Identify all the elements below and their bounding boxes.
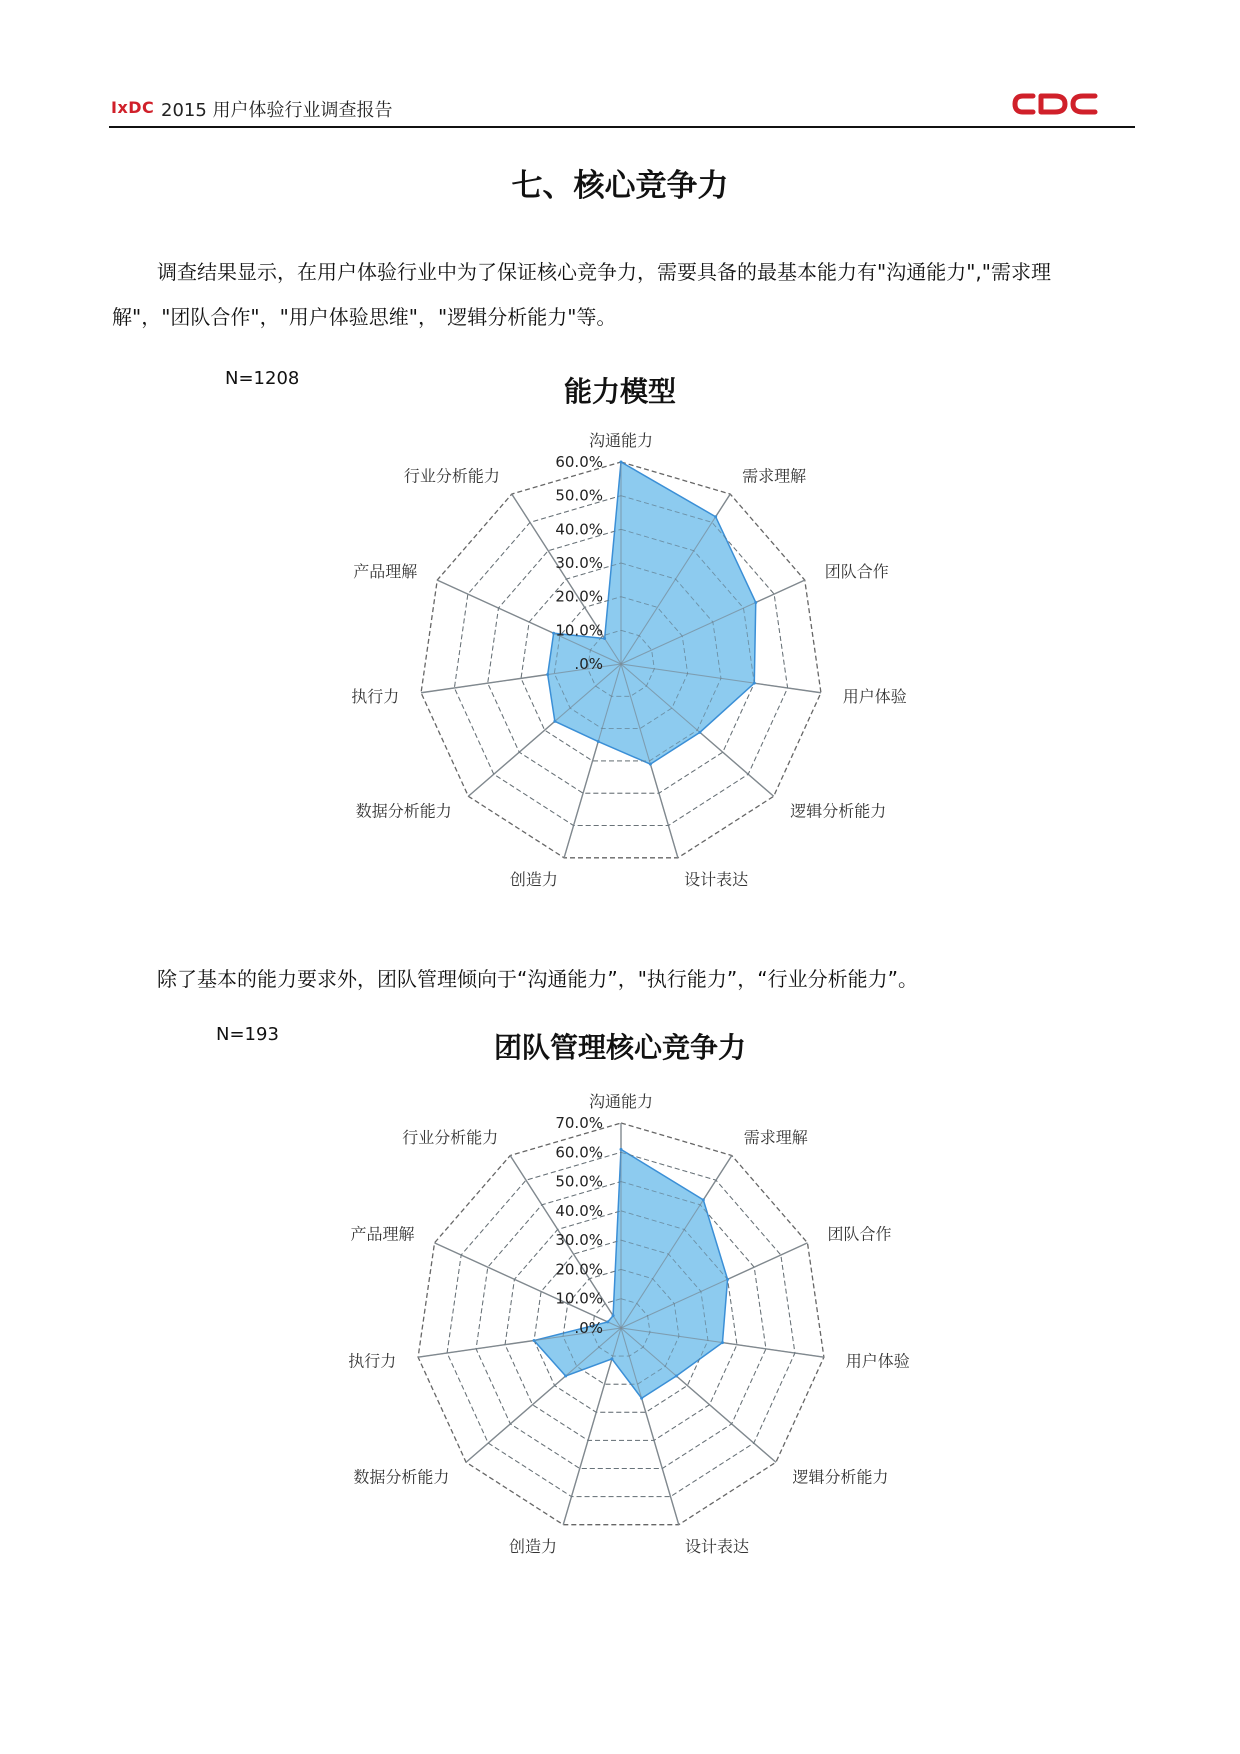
data-point	[533, 1339, 536, 1342]
data-point	[564, 1374, 567, 1377]
intro-paragraph-line-1: 调查结果显示，在用户体验行业中为了保证核心竞争力，需要具备的最基本能力有"沟通能力","需求理	[157, 260, 1051, 284]
category-label: 数据分析能力	[353, 1467, 450, 1487]
tick-label: 10.0%	[555, 1289, 603, 1308]
tick-label: 10.0%	[555, 621, 603, 640]
tick-label: .0%	[574, 655, 603, 673]
chart-title: 团队管理核心竞争力	[493, 1031, 746, 1064]
tick-label: 70.0%	[555, 1114, 603, 1132]
sample-size-label: N=1208	[225, 368, 300, 389]
tick-label: 60.0%	[555, 453, 603, 471]
category-label: 创造力	[509, 1536, 558, 1556]
chart-title: 能力模型	[563, 375, 676, 408]
data-point	[620, 1148, 623, 1151]
category-label: 沟通能力	[588, 431, 654, 450]
ixdc-brand: IxDC	[111, 98, 155, 117]
category-label: 行业分析能力	[402, 1128, 499, 1148]
category-label: 用户体验	[842, 686, 907, 706]
intro-paragraph-line-2: 解"，"团队合作"，"用户体验思维"，"逻辑分析能力"等。	[112, 305, 617, 329]
tick-label: 50.0%	[555, 486, 603, 505]
tick-label: 40.0%	[555, 1201, 603, 1220]
category-label: 执行力	[348, 1351, 397, 1371]
data-point	[612, 1314, 615, 1317]
data-point	[675, 1374, 678, 1377]
header-title: 2015 用户体验行业调查报告	[161, 100, 393, 121]
tick-label: 30.0%	[555, 1231, 603, 1250]
category-label: 团队合作	[824, 561, 889, 581]
tick-label: 20.0%	[555, 587, 603, 606]
sample-size-label: N=193	[216, 1024, 279, 1045]
data-point	[702, 1198, 705, 1201]
category-label: 创造力	[509, 869, 558, 889]
tick-label: 20.0%	[555, 1260, 603, 1279]
category-label: 用户体验	[845, 1351, 910, 1371]
category-label: 执行力	[351, 686, 400, 706]
tick-label: 50.0%	[555, 1172, 603, 1191]
category-label: 逻辑分析能力	[792, 1467, 889, 1487]
category-label: 设计表达	[684, 869, 749, 889]
data-point	[610, 1357, 613, 1360]
tick-label: 60.0%	[555, 1143, 603, 1162]
category-label: 产品理解	[350, 1224, 415, 1244]
tick-label: 30.0%	[555, 554, 603, 572]
category-label: 沟通能力	[588, 1092, 654, 1111]
data-point	[726, 1278, 729, 1281]
section-title: 七、核心竞争力	[511, 168, 729, 204]
category-label: 产品理解	[353, 561, 418, 581]
category-label: 数据分析能力	[355, 801, 452, 821]
category-label: 逻辑分析能力	[790, 801, 887, 821]
category-label: 需求理解	[742, 466, 807, 486]
team-paragraph: 除了基本的能力要求外，团队管理倾向于“沟通能力”，"执行能力”，“行业分析能力”。	[157, 967, 919, 991]
data-point	[606, 1320, 609, 1323]
category-label: 行业分析能力	[403, 466, 500, 486]
category-label: 需求理解	[743, 1128, 808, 1148]
data-point	[721, 1341, 724, 1344]
data-point	[640, 1397, 643, 1400]
tick-label: .0%	[574, 1319, 603, 1337]
category-label: 团队合作	[827, 1224, 892, 1244]
tick-label: 40.0%	[555, 520, 603, 539]
category-label: 设计表达	[684, 1536, 749, 1556]
